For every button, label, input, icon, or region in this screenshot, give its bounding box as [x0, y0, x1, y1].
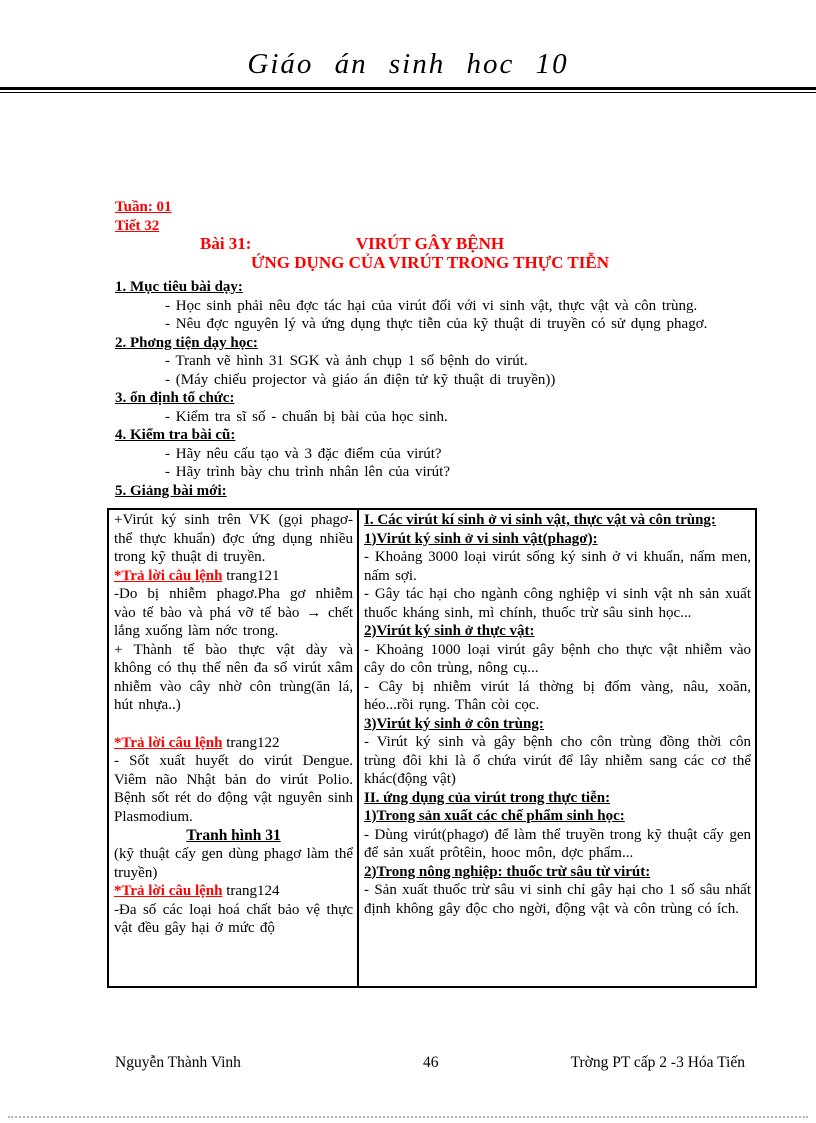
section-paragraph: - Kiểm tra sĩ số - chuẩn bị bài của học sinh. — [165, 408, 448, 425]
table-paragraph: -Do bị nhiễm phagơ.Pha gơ nhiễm vào tế bào và phá vỡ tế bào → chết lắng xuống làm nớc trong. — [114, 586, 353, 639]
header-double-rule — [0, 87, 816, 93]
numbered-sections — [115, 278, 745, 500]
table-paragraph: -Đa số các loại hoá chất bảo vệ thực vật đều gây hại ở mức độ — [114, 901, 353, 936]
table-paragraph: - Khoảng 3000 loại virút sống ký sinh ở vi khuẩn, nấm men, nấm sợi. — [364, 549, 751, 584]
bottom-dotted-rule — [8, 1116, 808, 1118]
table-section-heading: 1)Trong sản xuất các chế phẩm sinh học: — [364, 808, 625, 824]
table-paragraph: +Virút ký sinh trên VK (gọi phagơ-thể thực khuẩn) đợc ứng dụng nhiều trong kỹ thuật di truyền. — [114, 512, 353, 565]
section-heading: 5. Giảng bài mới: — [115, 482, 227, 499]
answer-command-page-ref: trang124 — [222, 883, 280, 899]
table-cell-lesson-content — [358, 509, 756, 987]
document-body — [114, 198, 751, 988]
lesson-period: Tiết 32 — [115, 217, 160, 234]
table-section-heading: II. ứng dụng của virút trong thực tiễn: — [364, 789, 611, 806]
document-title: Giáo án sinh hoc 10 — [247, 48, 569, 80]
table-section-heading: 2)Virút ký sinh ở thực vật: — [364, 623, 535, 639]
table-paragraph: - Virút ký sinh và gây bệnh cho côn trùng đồng thời côn trùng đôi khi là ổ chứa virút để lây nhiễm sang các cơ thể khác(động vật) — [364, 734, 751, 787]
table-paragraph: (kỹ thuật cấy gen dùng phagơ làm thể truyền) — [114, 846, 353, 881]
lesson-content-table — [107, 508, 757, 988]
section-heading: 1. Mục tiêu bài dạy: — [115, 279, 243, 295]
section-paragraph: - Hãy trình bày chu trình nhân lên của virút? — [165, 464, 450, 480]
section-paragraph: - Nêu đợc nguyên lý và ứng dụng thực tiễn của kỹ thuật di truyền có sử dụng phagơ. — [165, 316, 708, 332]
lesson-title-line2: ỨNG DỤNG CỦA VIRÚT TRONG THỰC TIỄN — [250, 252, 609, 272]
lesson-title-block — [115, 235, 745, 272]
lesson-number: Bài 31: — [200, 234, 252, 253]
table-cell-teacher-activities — [108, 509, 358, 987]
table-paragraph: - Cây bị nhiễm virút lá thờng bị đốm vàng, nâu, xoăn, héo...rồi rụng. Thân còi cọc. — [364, 678, 751, 713]
answer-command-label: *Trả lời câu lệnh — [114, 883, 223, 899]
answer-command-page-ref: trang122 — [222, 734, 280, 751]
table-paragraph: - Sản xuất thuốc trừ sâu vi sinh chỉ gây hại cho 1 số sâu nhất định không gây độc cho ngời, động vật và côn trùng có ích. — [364, 882, 751, 917]
table-row — [108, 509, 756, 987]
answer-command-line — [114, 882, 353, 901]
section-paragraph: - Hãy nêu cấu tạo và 3 đặc điểm của virút? — [165, 445, 442, 462]
table-paragraph: - Gây tác hại cho ngành công nghiệp vi sinh vật nh sản xuất thuốc kháng sinh, mì chính, thuốc trừ sâu sinh học... — [364, 586, 751, 621]
figure-caption-heading — [114, 826, 353, 845]
blank-line — [114, 715, 353, 734]
section-paragraph: - (Máy chiếu projector và giáo án điện tử kỹ thuật di truyền)) — [165, 371, 556, 388]
table-section-heading: 2)Trong nông nghiệp: thuốc trừ sâu từ virút: — [364, 863, 651, 880]
table-paragraph: - Sốt xuất huyết do virút Dengue. Viêm não Nhật bản do virút Polio. Bệnh sốt rét do động vật nguyên sinh Plasmodium. — [114, 753, 353, 825]
table-section-heading: 3)Virút ký sinh ở côn trùng: — [364, 715, 544, 732]
table-section-heading: 1)Virút ký sinh ở vi sinh vật(phagơ): — [364, 530, 598, 547]
answer-command-line — [114, 734, 353, 753]
footer-page-number: 46 — [423, 1054, 439, 1071]
answer-command-line — [114, 567, 353, 586]
lesson-title-row1 — [115, 235, 745, 254]
section-heading: 3. ổn định tổ chức: — [115, 390, 235, 406]
answer-command-page-ref: trang121 — [222, 567, 280, 584]
table-paragraph: - Khoảng 1000 loại virút gây bệnh cho thực vật nhiễm vào cây do côn trùng, nông cụ... — [364, 641, 751, 676]
page-footer — [115, 1053, 745, 1073]
page-header — [0, 0, 816, 93]
answer-command-label: *Trả lời câu lệnh — [114, 567, 223, 584]
lesson-meta — [115, 198, 745, 235]
table-paragraph: - Dùng virút(phagơ) để làm thể truyền trong kỹ thuật cấy gen để sản xuất prôtêin, hooc môn, dợc phẩm... — [364, 826, 751, 861]
table-paragraph: + Thành tế bào thực vật dày và không có thụ thể nên đa số virút xâm nhiễm vào cây nhờ côn trùng(ăn lá, hút nhựa..) — [114, 641, 353, 713]
section-paragraph: - Tranh vẽ hình 31 SGK và ảnh chụp 1 số bệnh do virút. — [165, 353, 528, 369]
footer-school: Trờng PT cấp 2 -3 Hóa Tiến — [570, 1054, 745, 1071]
answer-command-label: *Trả lời câu lệnh — [114, 734, 223, 751]
section-heading: 4. Kiểm tra bài cũ: — [115, 427, 236, 443]
figure-caption-text: Tranh hình 31 — [186, 827, 281, 844]
section-paragraph: - Học sinh phải nêu đợc tác hại của virút đối với vi sinh vật, thực vật và côn trùng. — [165, 297, 698, 314]
lesson-title-line1: VIRÚT GÂY BỆNH — [355, 234, 505, 253]
lesson-week: Tuần: 01 — [115, 199, 172, 215]
table-section-heading: I. Các virút kí sinh ở vi sinh vật, thực vật và côn trùng: — [364, 512, 716, 528]
footer-author: Nguyễn Thành Vinh — [115, 1054, 241, 1071]
section-heading: 2. Phơng tiện dạy học: — [115, 334, 258, 351]
